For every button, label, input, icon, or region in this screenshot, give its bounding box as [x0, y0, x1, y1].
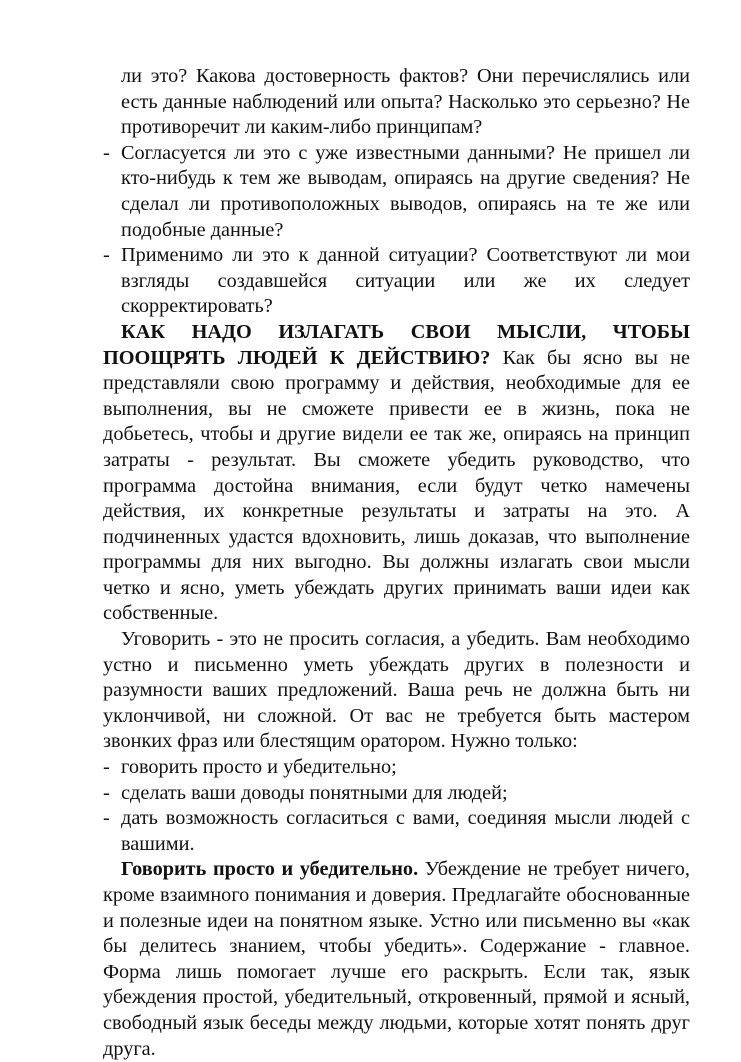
paragraph — [103, 320, 690, 627]
paragraph — [103, 627, 690, 755]
list-item-text: дать возможность согласиться с вами, соединяя мысли людей с вашими. — [121, 807, 690, 855]
list-item — [103, 243, 690, 320]
list-dash: - — [103, 781, 110, 804]
list-item-text: Применимо ли это к данной ситуации? Соответствуют ли мои взгляды создавшейся ситуации или же их следует скорректировать? — [121, 244, 690, 318]
list-item-text: Согласуется ли это с уже известными данными? Не пришел ли кто-нибудь к тем же выводам, опираясь на другие сведения? Не сделал ли противоположных выводов, опираясь на те же или подобные данные? — [121, 141, 690, 241]
continued-list-item-text: ли это? Какова достоверность фактов? Они перечислялись или есть данные наблюдений или опыта? Насколько это серьезно? Не противоречит ли каким-либо принципам? — [121, 65, 690, 139]
text-column — [103, 64, 690, 1062]
list-dash: - — [103, 756, 110, 779]
paragraph-text: Уговорить - это не просить согласия, а убедить. Вам необходимо устно и письменно уметь убеждать других в полезности и разумности ваших предложений. Ваша речь не должна быть ни уклончивой, ни сложной. От вас не требуется быть мастером звонких фраз или блестящим оратором. Нужно только: — [103, 628, 690, 753]
list-item — [103, 781, 690, 807]
section-heading: Говорить просто и убедительно. — [121, 858, 419, 881]
list-dash: - — [103, 141, 110, 164]
list-item — [103, 806, 690, 857]
list-item-text: сделать ваши доводы понятными для людей; — [121, 781, 508, 804]
list-item — [103, 141, 690, 243]
list-item-text: говорить просто и убедительно; — [121, 756, 397, 779]
section-heading: КАК НАДО ИЗЛАГАТЬ СВОИ МЫСЛИ, ЧТОБЫ ПООЩРЯТЬ ЛЮДЕЙ К ДЕЙСТВИЮ? — [103, 320, 690, 369]
list-dash: - — [103, 244, 110, 267]
list-item — [103, 755, 690, 781]
paragraph-text: Убеждение не требует ничего, кроме взаимного понимания и доверия. Предлагайте обоснованные и полезные идеи на понятном языке. Устно или письменно вы «как бы делитесь знанием, чтобы убедить». Содержание - главное. Форма лишь помогает лучше его раскрыть. Если так, язык убеждения простой, убедительный, откровенный, прямой и ясный, свободный язык беседы между людьми, которые хотят понять друг друга. — [103, 858, 690, 1060]
list-dash: - — [103, 807, 110, 830]
paragraph-text: Как бы ясно вы не представляли свою программу и действия, необходимые для ее выполнения, вы не сможете привести ее в жизнь, пока не добьетесь, чтобы и другие видели ее так же, опираясь на принцип затраты - результат. Вы сможете убедить руководство, что программа достойна внимания, если будут четко намечены действия, их конкретные результаты и затраты на это. А подчиненных удастся вдохновить, лишь доказав, что выполнение программы для них выгодно. Вы должны излагать свои мысли четко и ясно, уметь убеждать других принимать ваши идеи как собственные. — [103, 346, 690, 625]
